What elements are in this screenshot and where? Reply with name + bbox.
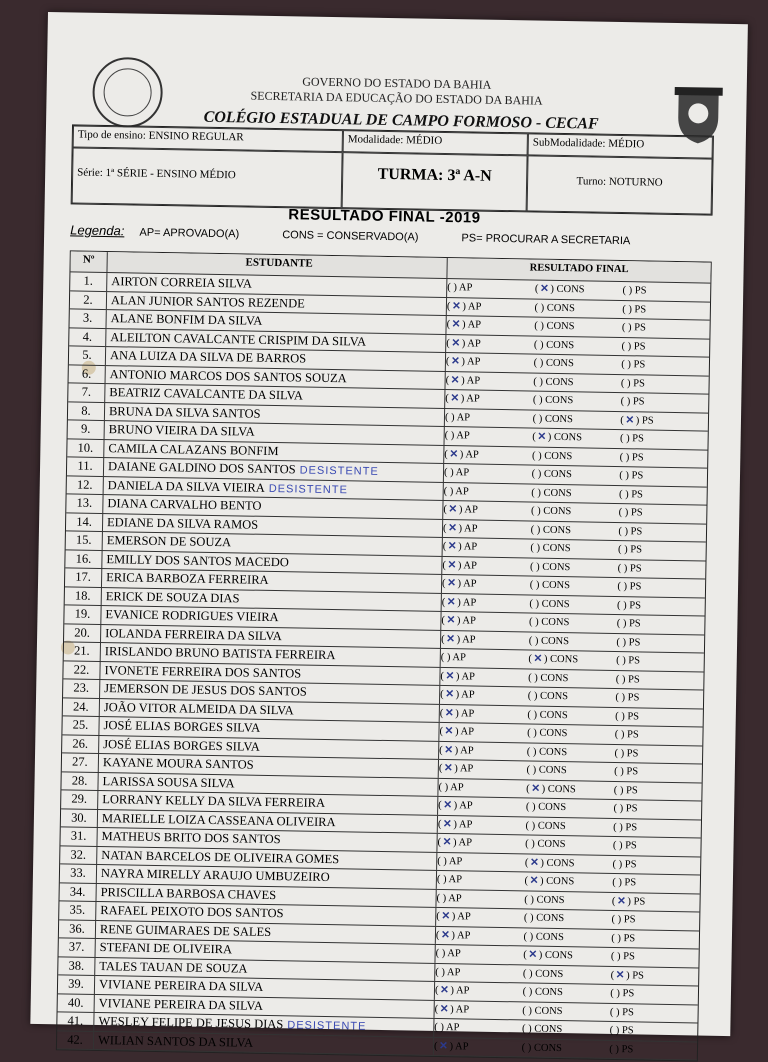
row-number: 36. (59, 920, 96, 938)
student-name: MATHEUS BRITO DOS SANTOS (97, 828, 437, 851)
result-cons-checkbox[interactable]: (✕) CONS (523, 946, 611, 965)
class-info-box (71, 124, 714, 215)
result-cons-checkbox[interactable]: ( ) CONS (527, 708, 568, 721)
result-cons-checkbox[interactable]: (✕) CONS (532, 429, 620, 448)
check-mark-icon: ✕ (446, 633, 456, 645)
result-cons-checkbox[interactable]: ( ) CONS (521, 1023, 563, 1036)
check-mark-icon: ✕ (616, 895, 626, 907)
student-name: DIANA CARVALHO BENTO (103, 495, 443, 518)
result-cons-checkbox[interactable]: ( ) CONS (525, 838, 566, 851)
check-mark-icon: ✕ (447, 559, 457, 571)
result-cons-checkbox[interactable]: ( ) CONS (527, 690, 569, 703)
student-name: JOSÉ ELIAS BORGES SILVA (99, 736, 439, 759)
result-cons-checkbox[interactable]: (✕) CONS (535, 281, 623, 300)
row-number: 8. (68, 402, 105, 420)
result-ps-checkbox[interactable]: ( ) PS (611, 913, 636, 926)
student-name: ERICA BARBOZA FERREIRA (102, 569, 442, 592)
check-mark-icon: ✕ (445, 689, 455, 701)
result-ps-checkbox[interactable]: ( ) PS (609, 1006, 635, 1018)
result-ap-checkbox[interactable]: (✕) AP (444, 445, 532, 464)
row-number: 22. (63, 661, 100, 679)
brazil-seal-icon (92, 57, 163, 128)
check-mark-icon: ✕ (444, 726, 454, 738)
result-ap-checkbox[interactable]: ( ) AP (434, 1021, 460, 1034)
result-ap-checkbox[interactable]: (✕) AP (446, 335, 534, 354)
check-mark-icon: ✕ (450, 374, 460, 386)
result-ps-checkbox[interactable]: ( ) PS (618, 525, 643, 537)
row-number: 26. (62, 735, 99, 753)
row-number: 31. (60, 827, 97, 845)
turno: Turno: NOTURNO (527, 155, 713, 214)
result-ap-checkbox[interactable]: (✕) AP (439, 760, 527, 779)
result-ps-checkbox[interactable]: (✕) PS (610, 966, 698, 985)
row-number: 42. (57, 1031, 94, 1049)
result-ps-checkbox[interactable]: ( ) PS (616, 655, 641, 667)
check-mark-icon: ✕ (446, 615, 456, 627)
check-mark-icon: ✕ (451, 319, 461, 331)
student-name: LARISSA SOUSA SILVA (98, 773, 438, 796)
result-cons-checkbox[interactable]: ( ) CONS (522, 1004, 563, 1017)
result-ps-checkbox[interactable]: ( ) PS (611, 932, 636, 944)
result-ps-checkbox[interactable]: ( ) PS (616, 618, 641, 630)
row-number: 6. (69, 365, 106, 383)
result-ps-checkbox[interactable]: ( ) PS (616, 636, 641, 648)
result-ps-checkbox[interactable]: ( ) PS (621, 322, 646, 334)
result-ap-checkbox[interactable]: (✕) AP (440, 704, 528, 723)
result-ap-checkbox[interactable]: (✕) AP (440, 667, 528, 686)
check-mark-icon: ✕ (439, 1003, 449, 1015)
result-ps-checkbox[interactable]: ( ) PS (620, 396, 645, 408)
result-ps-checkbox[interactable]: ( ) PS (610, 950, 635, 963)
row-number: 1. (70, 272, 107, 290)
row-number: 2. (70, 291, 107, 309)
check-mark-icon: ✕ (442, 837, 452, 849)
student-name: RAFAEL PEIXOTO DOS SANTOS (96, 902, 436, 925)
result-ap-checkbox[interactable]: ( ) AP (444, 429, 470, 442)
result-ps-checkbox[interactable]: ( ) PS (614, 747, 639, 759)
row-number: 5. (69, 346, 106, 364)
gov-line-2: SECRETARIA DA EDUCAÇÃO DO ESTADO DA BAHIA (250, 88, 543, 108)
row-number: 38. (58, 957, 95, 975)
result-ap-checkbox[interactable]: (✕) AP (442, 556, 530, 575)
gov-line-1: GOVERNO DO ESTADO DA BAHIA (302, 74, 492, 92)
row-number: 16. (65, 550, 102, 568)
result-cons-checkbox[interactable]: ( ) CONS (532, 394, 574, 407)
row-number: 40. (58, 994, 95, 1012)
check-mark-icon: ✕ (445, 670, 455, 682)
check-mark-icon: ✕ (449, 448, 459, 460)
student-name: BRUNO VIEIRA DA SILVA (105, 421, 445, 444)
result-cons-checkbox[interactable]: ( ) CONS (533, 357, 574, 370)
result-ap-checkbox[interactable]: ( ) AP (436, 892, 462, 904)
student-name: IVONETE FERREIRA DOS SANTOS (100, 662, 440, 685)
result-ps-checkbox[interactable]: ( ) PS (610, 987, 635, 1000)
result-ps-checkbox[interactable]: ( ) PS (612, 876, 637, 889)
result-cons-checkbox[interactable]: ( ) CONS (526, 745, 568, 758)
result-ap-checkbox[interactable]: (✕) AP (445, 371, 533, 390)
row-number: 9. (68, 420, 105, 438)
result-cons-checkbox[interactable]: (✕) CONS (526, 780, 614, 799)
result-ps-checkbox[interactable]: ( ) PS (621, 340, 646, 352)
result-ap-checkbox[interactable]: (✕) AP (435, 982, 523, 1001)
result-cons-checkbox[interactable]: ( ) CONS (529, 560, 571, 573)
student-name: EVANICE RODRIGUES VIEIRA (101, 606, 441, 629)
check-mark-icon: ✕ (439, 984, 449, 997)
serie: Série: 1ª SÉRIE - ENSINO MÉDIO (72, 147, 343, 208)
result-ap-checkbox[interactable]: (✕) AP (438, 815, 526, 834)
legend-ap: AP= APROVADO(A) (139, 226, 240, 241)
result-cons-checkbox[interactable]: ( ) CONS (533, 376, 574, 388)
result-ap-checkbox[interactable]: (✕) AP (435, 1000, 523, 1019)
result-ap-checkbox[interactable]: (✕) AP (446, 316, 534, 335)
check-mark-icon: ✕ (447, 541, 457, 553)
check-mark-icon: ✕ (615, 969, 625, 981)
result-ps-checkbox[interactable]: ( ) PS (615, 692, 640, 704)
result-ap-checkbox[interactable]: ( ) AP (444, 411, 471, 423)
legend-ps: PS= PROCURAR A SECRETARIA (461, 232, 631, 248)
result-ps-checkbox[interactable]: ( ) PS (616, 599, 642, 611)
result-cons-checkbox[interactable]: ( ) CONS (529, 579, 571, 592)
result-cons-checkbox[interactable]: ( ) CONS (529, 597, 570, 610)
result-cons-checkbox[interactable]: ( ) CONS (530, 505, 572, 518)
student-name: IRISLANDO BRUNO BATISTA FERREIRA (101, 643, 441, 666)
check-mark-icon: ✕ (451, 300, 461, 312)
row-number: 18. (65, 587, 102, 605)
row-number: 7. (68, 383, 105, 401)
student-name: EMERSON DE SOUZA (103, 532, 443, 555)
result-cons-checkbox[interactable]: ( ) CONS (531, 450, 573, 462)
row-number: 10. (67, 439, 104, 457)
student-name: ERICK DE SOUZA DIAS (102, 588, 442, 611)
result-ap-checkbox[interactable]: (✕) AP (441, 630, 529, 649)
check-mark-icon: ✕ (439, 1040, 449, 1052)
check-mark-icon: ✕ (450, 356, 460, 368)
result-ps-checkbox[interactable]: ( ) PS (614, 765, 639, 778)
check-mark-icon: ✕ (625, 414, 635, 426)
check-mark-icon: ✕ (531, 783, 541, 795)
result-ps-checkbox[interactable]: ( ) PS (612, 839, 637, 852)
row-number: 35. (59, 901, 96, 919)
row-number: 32. (60, 846, 97, 864)
row-number: 11. (67, 457, 104, 475)
row-number: 23. (63, 679, 100, 697)
result-ap-checkbox[interactable]: (✕) AP (438, 797, 526, 816)
result-cons-checkbox[interactable]: ( ) CONS (533, 339, 575, 351)
result-ap-checkbox[interactable]: (✕) AP (443, 538, 531, 557)
check-mark-icon: ✕ (447, 578, 457, 590)
result-ap-checkbox[interactable]: (✕) AP (446, 353, 534, 372)
result-cons-checkbox[interactable]: ( ) CONS (531, 487, 572, 499)
result-cons-checkbox[interactable]: ( ) CONS (530, 542, 571, 555)
result-ps-checkbox[interactable]: ( ) PS (619, 470, 644, 482)
page-title: RESULTADO FINAL -2019 (288, 206, 481, 227)
result-ps-checkbox[interactable]: ( ) PS (617, 544, 643, 556)
result-cons-checkbox[interactable]: ( ) CONS (524, 893, 565, 906)
check-mark-icon: ✕ (440, 929, 450, 941)
result-ap-checkbox[interactable]: ( ) AP (447, 282, 473, 294)
row-number: 17. (65, 568, 102, 586)
result-ps-checkbox[interactable]: ( ) PS (612, 858, 637, 870)
result-ap-checkbox[interactable]: ( ) AP (438, 781, 464, 793)
student-name: JOÃO VITOR ALMEIDA DA SILVA (100, 699, 440, 722)
legend-label: Legenda: (70, 222, 125, 239)
results-table (56, 250, 712, 1061)
result-ap-checkbox[interactable]: (✕) AP (439, 723, 527, 742)
student-name: TALES TAUAN DE SOUZA (95, 957, 435, 980)
student-name: PRISCILLA BARBOSA CHAVES (96, 883, 436, 906)
result-ap-checkbox[interactable]: (✕) AP (440, 686, 528, 705)
student-name: LORRANY KELLY DA SILVA FERREIRA (98, 791, 438, 814)
student-name: ANA LUIZA DA SILVA DE BARROS (106, 347, 446, 370)
result-cons-checkbox[interactable]: (✕) CONS (525, 854, 613, 873)
check-mark-icon: ✕ (444, 744, 454, 756)
result-ps-checkbox[interactable]: ( ) PS (613, 802, 638, 815)
legend (70, 222, 710, 248)
result-cons-checkbox[interactable]: ( ) CONS (522, 986, 563, 999)
check-mark-icon: ✕ (533, 653, 543, 665)
result-cons-checkbox[interactable]: ( ) CONS (528, 634, 570, 647)
col-result-header: RESULTADO FINAL (529, 262, 629, 276)
result-cons-checkbox[interactable]: ( ) CONS (534, 302, 575, 314)
handwritten-note: DESISTENTE (299, 464, 379, 478)
result-ps-checkbox[interactable]: ( ) PS (615, 673, 640, 685)
result-cons-checkbox[interactable]: ( ) CONS (523, 930, 564, 943)
result-ap-checkbox[interactable]: ( ) AP (435, 966, 461, 978)
student-name: STEFANI DE OLIVEIRA (96, 939, 436, 962)
student-name: ANTONIO MARCOS DOS SANTOS SOUZA (106, 366, 446, 389)
results-sheet (30, 12, 748, 1055)
result-cons-checkbox[interactable]: ( ) CONS (522, 967, 564, 980)
result-cons-checkbox[interactable]: ( ) CONS (528, 671, 569, 684)
row-number: 27. (62, 753, 99, 771)
check-mark-icon: ✕ (448, 522, 458, 534)
result-ap-checkbox[interactable]: ( ) AP (437, 855, 463, 867)
student-name: NATAN BARCELOS DE OLIVEIRA GOMES (97, 846, 437, 869)
row-number: 15. (66, 531, 103, 549)
student-name: DANIELA DA SILVA VIEIRA DESISTENTE (104, 477, 444, 500)
result-ps-checkbox[interactable]: (✕) PS (620, 412, 708, 431)
result-ps-checkbox[interactable]: ( ) PS (609, 1024, 634, 1037)
row-number: 21. (64, 642, 101, 660)
student-name: CAMILA CALAZANS BONFIM (104, 440, 444, 463)
result-ap-checkbox[interactable]: ( ) AP (435, 947, 461, 960)
tipo-ensino: Tipo de ensino: ENSINO REGULAR (73, 125, 343, 152)
check-mark-icon: ✕ (443, 800, 453, 812)
result-ps-checkbox[interactable]: ( ) PS (619, 433, 645, 445)
student-name: EDIANE DA SILVA RAMOS (103, 514, 443, 537)
check-mark-icon: ✕ (446, 596, 456, 608)
turma: TURMA: 3ª A-N (342, 152, 528, 211)
result-ps-checkbox[interactable]: ( ) PS (622, 303, 647, 315)
result-cons-checkbox[interactable]: ( ) CONS (525, 819, 566, 832)
student-name: AIRTON CORREIA SILVA (107, 273, 447, 296)
result-ap-checkbox[interactable]: (✕) AP (437, 834, 525, 853)
result-ps-checkbox[interactable]: ( ) PS (620, 377, 645, 389)
check-mark-icon: ✕ (448, 504, 458, 516)
result-ap-checkbox[interactable]: (✕) AP (439, 741, 527, 760)
student-name: VIVIANE PEREIRA DA SILVA (95, 994, 435, 1017)
result-cons-checkbox[interactable]: ( ) CONS (525, 801, 567, 814)
result-ap-checkbox[interactable]: ( ) AP (440, 651, 466, 664)
result-ps-checkbox[interactable]: ( ) PS (617, 581, 642, 593)
row-number: 39. (58, 975, 95, 993)
check-mark-icon: ✕ (442, 818, 452, 830)
result-cons-checkbox[interactable]: (✕) CONS (528, 650, 616, 669)
row-number: 25. (62, 716, 99, 734)
result-cons-checkbox[interactable]: ( ) CONS (523, 912, 565, 925)
student-name: JEMERSON DE JESUS DOS SANTOS (100, 680, 440, 703)
check-mark-icon: ✕ (443, 763, 453, 775)
result-ps-checkbox[interactable]: ( ) PS (613, 821, 638, 833)
student-name: WILIAN SANTOS DA SILVA (94, 1031, 434, 1054)
result-options (434, 1037, 697, 1059)
result-cons-checkbox[interactable]: (✕) CONS (524, 872, 612, 891)
student-name: NAYRA MIRELLY ARAUJO UMBUZEIRO (97, 865, 437, 888)
student-name: DAIANE GALDINO DOS SANTOS DESISTENTE (104, 458, 444, 481)
check-mark-icon: ✕ (539, 283, 549, 295)
result-ap-checkbox[interactable]: ( ) AP (436, 873, 463, 886)
result-ps-checkbox[interactable]: ( ) PS (618, 507, 643, 519)
result-cons-checkbox[interactable]: ( ) CONS (526, 764, 567, 777)
check-mark-icon: ✕ (450, 393, 460, 405)
student-name: JOSÉ ELIAS BORGES SILVA (99, 717, 439, 740)
result-ap-checkbox[interactable]: (✕) AP (436, 908, 524, 927)
result-cons-checkbox[interactable]: ( ) CONS (527, 727, 568, 740)
row-number: 12. (67, 476, 104, 494)
student-name: WESLEY FELIPE DE JESUS DIAS DESISTENTE (94, 1013, 434, 1036)
result-ps-checkbox[interactable]: ( ) PS (615, 710, 640, 722)
check-mark-icon: ✕ (444, 707, 454, 719)
row-number: 41. (57, 1012, 94, 1030)
result-ap-checkbox[interactable]: (✕) AP (436, 926, 524, 945)
result-ps-checkbox[interactable]: ( ) PS (613, 784, 638, 796)
result-ps-checkbox[interactable]: ( ) PS (617, 562, 642, 574)
check-mark-icon: ✕ (451, 337, 461, 349)
row-number: 4. (69, 328, 106, 346)
result-ps-checkbox[interactable]: ( ) PS (609, 1043, 634, 1055)
row-number: 3. (70, 309, 107, 327)
result-ps-checkbox[interactable]: ( ) PS (614, 729, 639, 741)
result-ps-checkbox[interactable]: (✕) PS (612, 892, 700, 911)
student-name: ALANE BONFIM DA SILVA (107, 310, 447, 333)
row-number: 14. (66, 513, 103, 531)
handwritten-note: DESISTENTE (268, 482, 348, 496)
result-cons-checkbox[interactable]: ( ) CONS (521, 1041, 563, 1054)
col-num-header: Nº (70, 251, 107, 272)
result-cons-checkbox[interactable]: ( ) CONS (529, 616, 570, 629)
check-mark-icon: ✕ (441, 911, 451, 923)
check-mark-icon: ✕ (537, 431, 547, 443)
result-ps-checkbox[interactable]: ( ) PS (619, 451, 644, 463)
result-ap-checkbox[interactable]: (✕) AP (443, 519, 531, 538)
modalidade: Modalidade: MÉDIO (343, 130, 528, 155)
row-number: 34. (59, 883, 96, 901)
result-ap-checkbox[interactable]: ( ) AP (443, 485, 469, 497)
student-name: RENE GUIMARAES DE SALES (96, 920, 436, 943)
result-ps-checkbox[interactable]: ( ) PS (622, 285, 647, 297)
student-name: VIVIANE PEREIRA DA SILVA (95, 976, 435, 999)
result-ps-checkbox[interactable]: ( ) PS (621, 359, 646, 371)
school-name: COLÉGIO ESTADUAL DE CAMPO FORMOSO - CECAF (203, 108, 599, 133)
student-name: KAYANE MOURA SANTOS (99, 754, 439, 777)
result-ap-checkbox[interactable]: (✕) AP (441, 612, 529, 631)
student-name: MARIELLE LOIZA CASSEANA OLIVEIRA (98, 809, 438, 832)
row-number: 24. (63, 698, 100, 716)
result-ps-checkbox[interactable]: ( ) PS (618, 488, 644, 500)
row-number: 20. (64, 624, 101, 642)
row-number: 29. (61, 790, 98, 808)
result-cons-checkbox[interactable]: ( ) CONS (530, 524, 572, 536)
student-name: EMILLY DOS SANTOS MACEDO (102, 551, 442, 574)
submodalidade: SubModalidade: MÉDIO (528, 133, 713, 158)
row-number: 13. (66, 494, 103, 512)
row-number: 30. (61, 809, 98, 827)
result-ap-checkbox[interactable]: (✕) AP (445, 390, 533, 409)
check-mark-icon: ✕ (529, 875, 539, 887)
student-name: ALAN JUNIOR SANTOS REZENDE (107, 292, 447, 315)
result-cons-checkbox[interactable]: ( ) CONS (531, 468, 573, 481)
row-number: 28. (61, 772, 98, 790)
handwritten-note: DESISTENTE (287, 1019, 367, 1033)
legend-cons: CONS = CONSERVADO(A) (282, 229, 419, 244)
result-ap-checkbox[interactable]: (✕) AP (442, 575, 530, 594)
result-ap-checkbox[interactable]: (✕) AP (442, 593, 530, 612)
result-ap-checkbox[interactable]: (✕) AP (443, 501, 531, 520)
student-name: BRUNA DA SILVA SANTOS (105, 403, 445, 426)
row-number: 37. (59, 938, 96, 956)
student-name: BEATRIZ CAVALCANTE DA SILVA (105, 384, 445, 407)
result-ap-checkbox[interactable]: ( ) AP (443, 466, 470, 479)
row-number: 19. (64, 605, 101, 623)
result-ap-checkbox[interactable]: (✕) AP (447, 298, 535, 317)
result-cons-checkbox[interactable]: ( ) CONS (534, 320, 575, 333)
check-mark-icon: ✕ (529, 857, 539, 869)
student-name: IOLANDA FERREIRA DA SILVA (101, 625, 441, 648)
result-ap-checkbox[interactable]: (✕) AP (434, 1037, 522, 1056)
result-cons-checkbox[interactable]: ( ) CONS (532, 413, 574, 425)
check-mark-icon: ✕ (528, 949, 538, 961)
col-student-header: ESTUDANTE (107, 252, 447, 278)
student-name: ALEILTON CAVALCANTE CRISPIM DA SILVA (106, 329, 446, 352)
row-number: 33. (60, 864, 97, 882)
